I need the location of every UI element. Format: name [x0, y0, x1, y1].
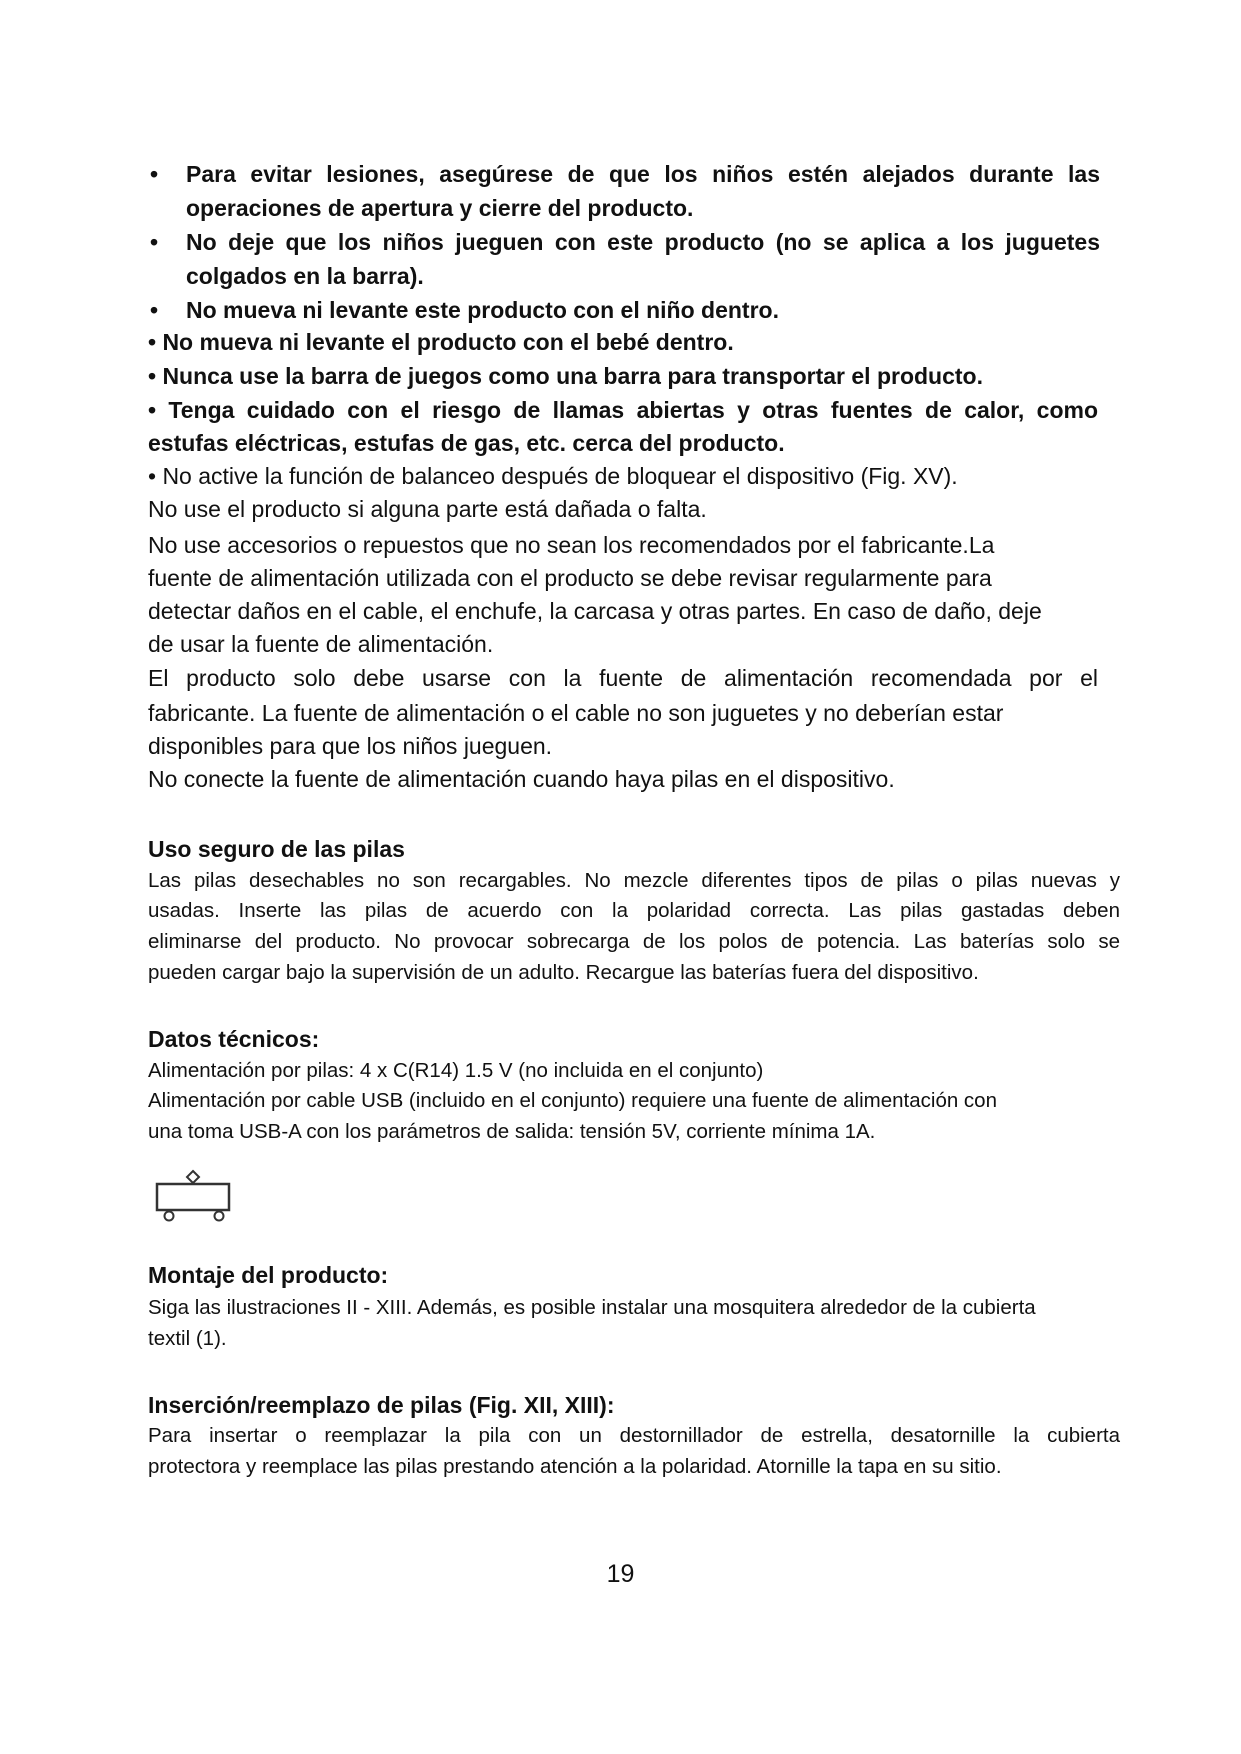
text-line: disponibles para que los niños jueguen.	[148, 733, 553, 759]
bullet-text-line: colgados en la barra).	[186, 263, 424, 289]
bullet-text-line: No mueva ni levante este producto con el niño dentro.	[186, 297, 779, 323]
text-line: No use accesorios o repuestos que no sean los recomendados por el fabricante.La	[148, 532, 995, 558]
text-line: detectar daños en el cable, el enchufe, la carcasa y otras partes. En caso de daño, deje	[148, 598, 1042, 624]
section-text-line: usadas. Inserte las pilas de acuerdo con la polaridad correcta. Las pilas gastadas deben	[148, 899, 1120, 922]
section-text-line: Para insertar o reemplazar la pila con un destornillador de estrella, desatornille la cubierta	[148, 1424, 1120, 1447]
section-text-line: Alimentación por pilas: 4 x C(R14) 1.5 V (no incluida en el conjunto)	[148, 1059, 764, 1082]
text-line: No conecte la fuente de alimentación cuando haya pilas en el dispositivo.	[148, 766, 895, 792]
section-text-line: Las pilas desechables no son recargables. No mezcle diferentes tipos de pilas o pilas nuevas y	[148, 869, 1120, 892]
bullet-text-line: operaciones de apertura y cierre del producto.	[186, 195, 694, 221]
text-line: de usar la fuente de alimentación.	[148, 631, 494, 657]
bullet-dot: •	[150, 161, 159, 187]
bullet-dot: •	[150, 297, 159, 323]
bullet-dot: •	[150, 229, 159, 255]
warning-line: • Tenga cuidado con el riesgo de llamas abiertas y otras fuentes de calor, como	[148, 397, 1098, 423]
bullet-item	[150, 293, 1100, 327]
bullet-item	[150, 225, 1100, 293]
section-heading: Montaje del producto:	[148, 1262, 389, 1288]
warning-line: • No mueva ni levante el producto con el bebé dentro.	[148, 329, 734, 355]
text-line: fuente de alimentación utilizada con el producto se debe revisar regularmente para	[148, 565, 992, 591]
section-text-line: una toma USB-A con los parámetros de salida: tensión 5V, corriente mínima 1A.	[148, 1120, 876, 1143]
section-heading: Datos técnicos:	[148, 1026, 320, 1052]
section-text-line: Siga las ilustraciones II - XIII. Además, es posible instalar una mosquitera alrededor de la cubierta	[148, 1296, 1036, 1319]
text-line: El producto solo debe usarse con la fuente de alimentación recomendada por el	[148, 665, 1098, 691]
section-text-line: Alimentación por cable USB (incluido en el conjunto) requiere una fuente de alimentación con	[148, 1089, 997, 1112]
section-text-line: protectora y reemplace las pilas prestando atención a la polaridad. Atornille la tapa en su sitio.	[148, 1455, 1002, 1478]
section-heading: Uso seguro de las pilas	[148, 836, 405, 862]
cart-symbol-icon	[152, 1168, 238, 1222]
section-text-line: eliminarse del producto. No provocar sobrecarga de los polos de potencia. Las baterías solo se	[148, 930, 1120, 953]
bullet-text-line: Para evitar lesiones, asegúrese de que los niños estén alejados durante las	[186, 161, 1100, 187]
text-line: • No active la función de balanceo después de bloquear el dispositivo (Fig. XV).	[148, 463, 958, 489]
section-text-line: textil (1).	[148, 1327, 227, 1350]
text-line: No use el producto si alguna parte está dañada o falta.	[148, 496, 707, 522]
page-number: 19	[606, 1560, 635, 1588]
warning-line: estufas eléctricas, estufas de gas, etc. cerca del producto.	[148, 430, 785, 456]
bullet-item	[150, 157, 1100, 225]
warning-line: • Nunca use la barra de juegos como una barra para transportar el producto.	[148, 363, 983, 389]
text-line: fabricante. La fuente de alimentación o el cable no son juguetes y no deberían estar	[148, 700, 1004, 726]
section-text-line: pueden cargar bajo la supervisión de un adulto. Recargue las baterías fuera del dispositivo.	[148, 961, 979, 984]
section-heading: Inserción/reemplazo de pilas (Fig. XII, XIII):	[148, 1392, 615, 1418]
bullet-text-line: No deje que los niños jueguen con este producto (no se aplica a los juguetes	[186, 229, 1100, 255]
